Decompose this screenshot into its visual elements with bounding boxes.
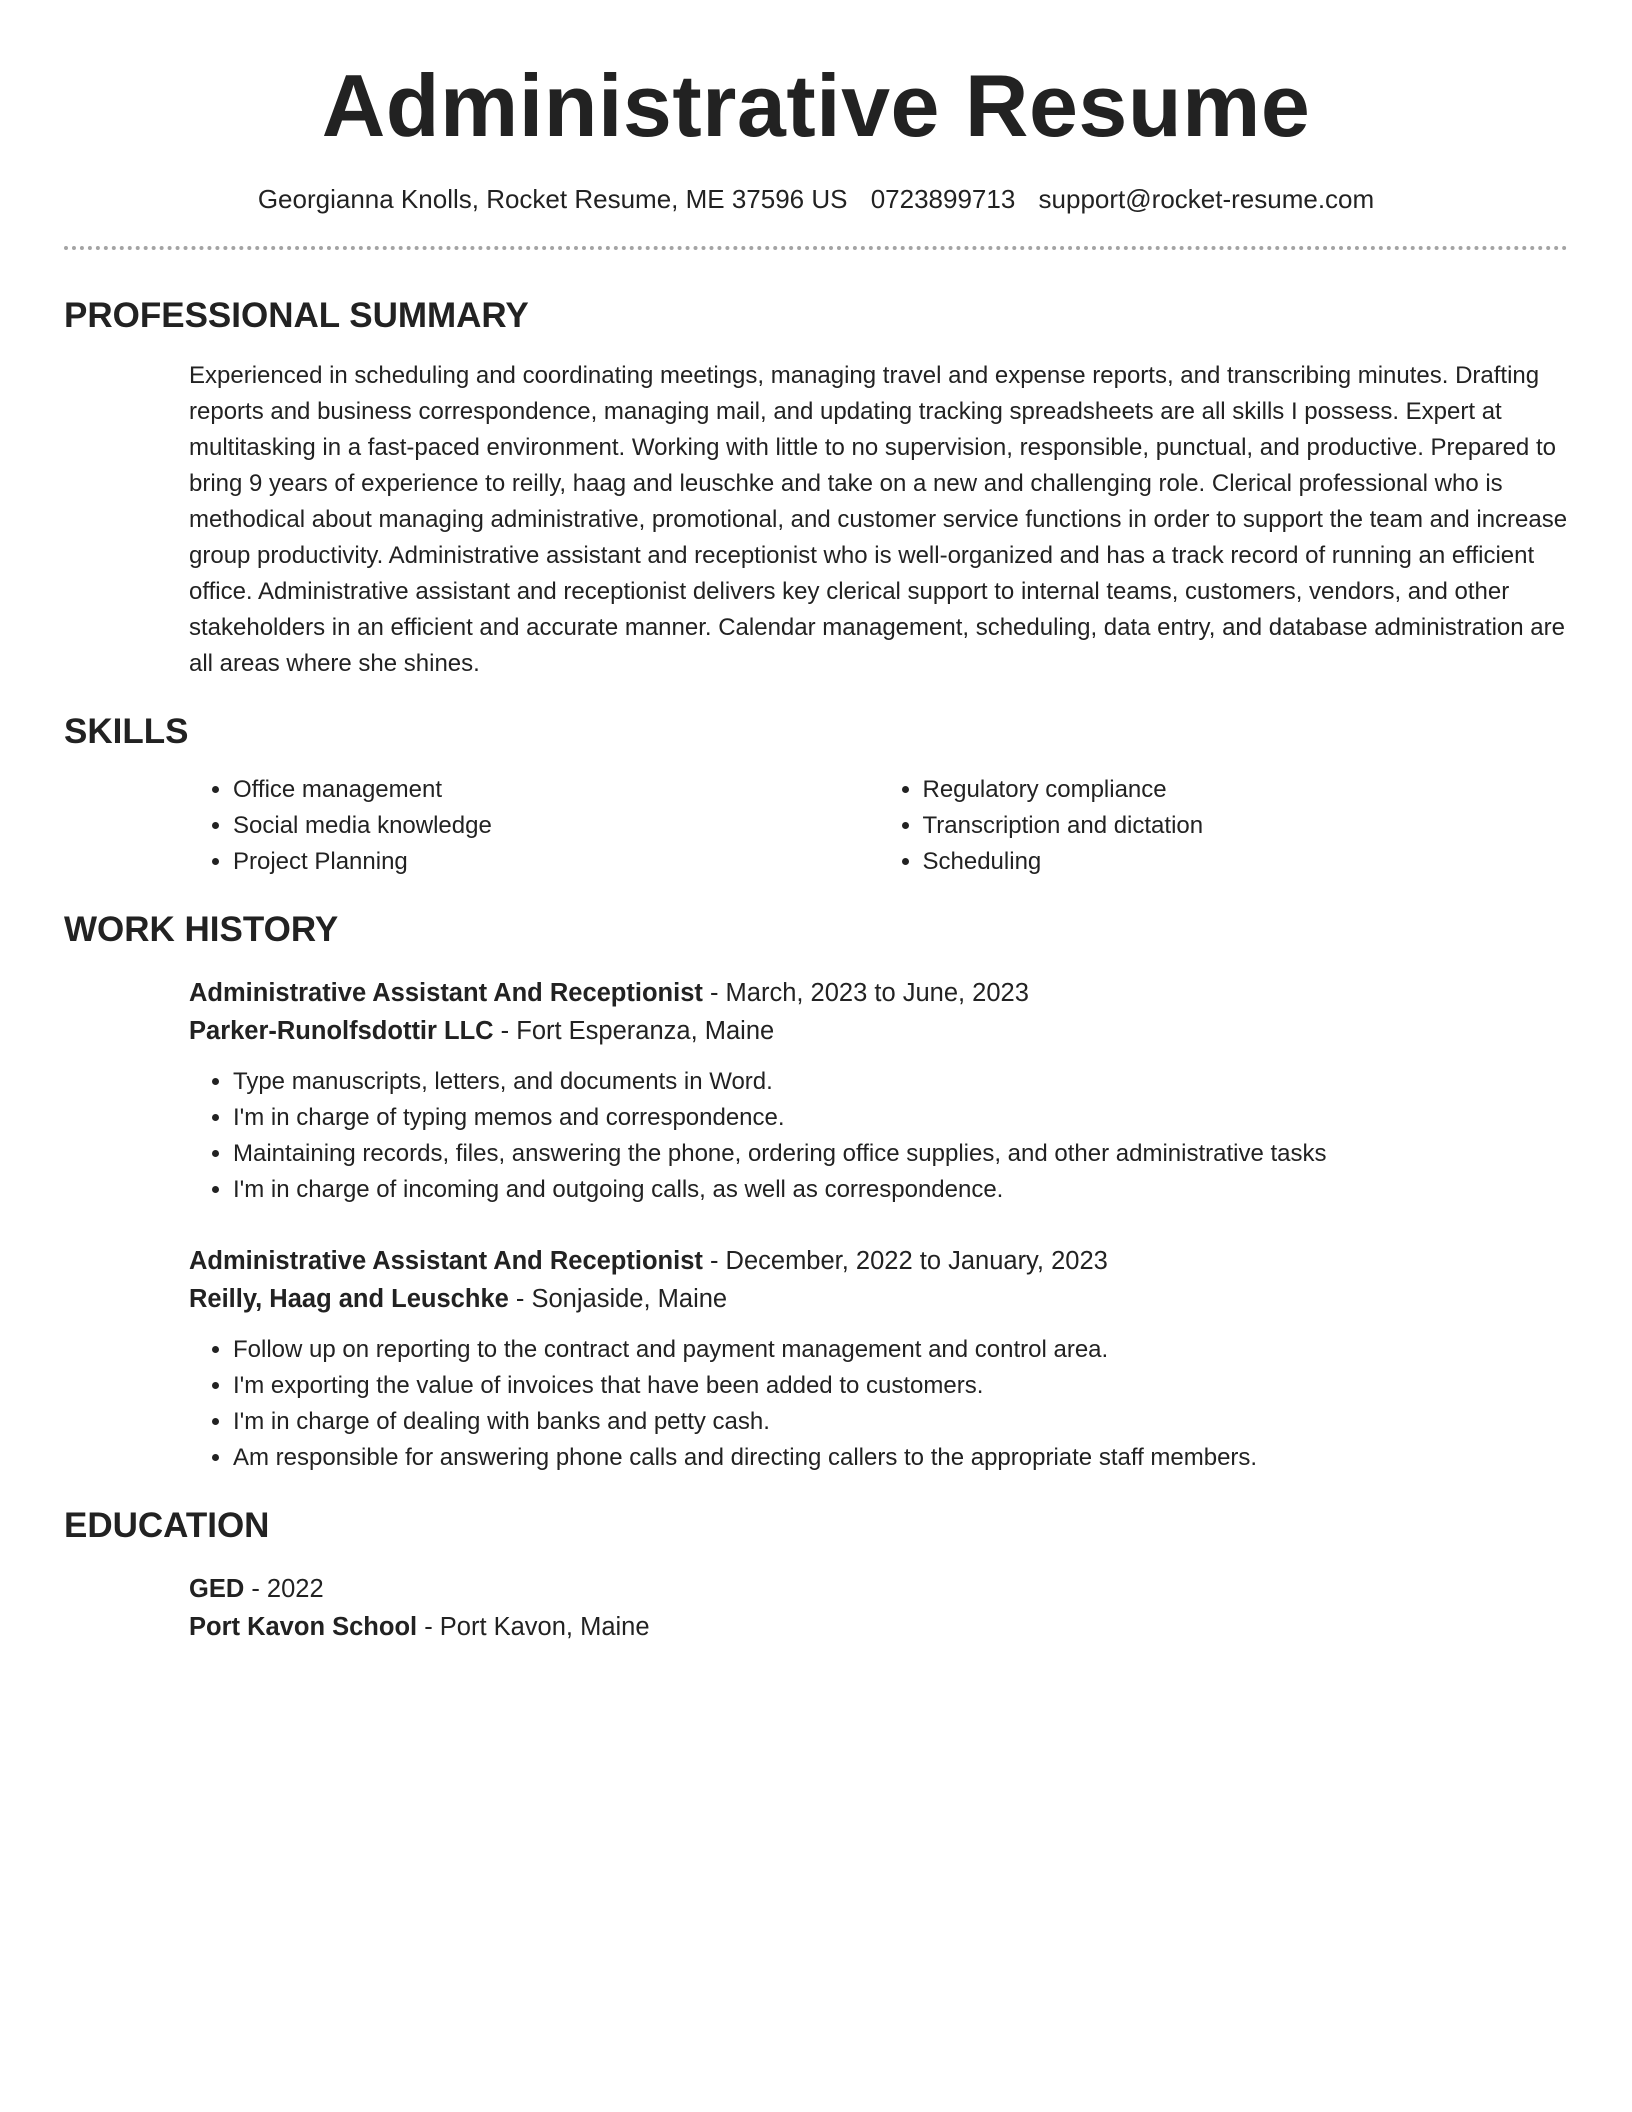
job-title: Administrative Assistant And Receptionist	[189, 979, 703, 1007]
skills-list-right	[879, 772, 1569, 880]
job-duties-list	[189, 1064, 1568, 1208]
education-location: - Port Kavon, Maine	[417, 1613, 650, 1641]
education-school-line	[189, 1608, 1568, 1646]
education-school: Port Kavon School	[189, 1613, 418, 1641]
job-entry	[189, 974, 1568, 1208]
job-title-line	[189, 974, 1568, 1012]
contact-phone: 0723899713	[870, 184, 1016, 214]
job-entry	[189, 1242, 1568, 1476]
summary-text: Experienced in scheduling and coordinating meetings, managing travel and expense reports, and transcribing minutes. Drafting reports and business correspondence, managing mail, and updating tracking spreadsheets are all skills I possess. Expert at multitasking in a fast-paced environment. Working with little to no supervision, responsible, punctual, and productive. Prepared to bring 9 years of experience to reilly, haag and leuschke and take on a new and challenging role. Clerical professional who is methodical about managing administrative, promotional, and customer service functions in order to support the team and increase group productivity. Administrative assistant and receptionist who is well-organized and has a track record of running an efficient office. Administrative assistant and receptionist delivers key clerical support to internal teams, customers, vendors, and other stakeholders in an efficient and accurate manner. Calendar management, scheduling, data entry, and database administration are all areas where she shines.	[189, 362, 1568, 677]
education-section	[64, 1570, 1568, 1646]
job-duty: • Follow up on reporting to the contract and payment management and control area.	[233, 1332, 1568, 1368]
job-duty: • Am responsible for answering phone calls and directing callers to the appropriate staff members.	[233, 1440, 1568, 1476]
job-duty: • Maintaining records, files, answering the phone, ordering office supplies, and other administrative tasks	[233, 1136, 1568, 1172]
job-dates: - December, 2022 to January, 2023	[702, 1247, 1108, 1275]
education-heading: EDUCATION	[64, 1506, 270, 1545]
skill-item: • Scheduling	[923, 844, 1569, 880]
job-duty: • Type manuscripts, letters, and documents in Word.	[233, 1064, 1568, 1100]
job-location: - Sonjaside, Maine	[508, 1285, 728, 1313]
skill-item: • Transcription and dictation	[923, 808, 1569, 844]
skills-heading: SKILLS	[64, 712, 189, 751]
skill-item: • Office management	[233, 772, 879, 808]
contact-address: Georgianna Knolls, Rocket Resume, ME 37596 US	[257, 184, 848, 214]
summary-section	[64, 358, 1568, 682]
job-duties-list	[189, 1332, 1568, 1476]
contact-email: support@rocket-resume.com	[1038, 184, 1375, 214]
summary-heading: PROFESSIONAL SUMMARY	[64, 296, 529, 335]
job-location: - Fort Esperanza, Maine	[493, 1017, 775, 1045]
education-degree-line	[189, 1570, 1568, 1608]
job-title: Administrative Assistant And Receptionist	[189, 1247, 703, 1275]
job-company: Reilly, Haag and Leuschke	[189, 1285, 509, 1313]
skills-list-left	[189, 772, 879, 880]
skills-section	[64, 772, 1568, 880]
job-duty: • I'm in charge of incoming and outgoing calls, as well as correspondence.	[233, 1172, 1568, 1208]
job-duty: • I'm in charge of dealing with banks and petty cash.	[233, 1404, 1568, 1440]
job-duty: • I'm in charge of typing memos and correspondence.	[233, 1100, 1568, 1136]
job-company-line	[189, 1012, 1568, 1050]
job-company-line	[189, 1280, 1568, 1318]
job-dates: - March, 2023 to June, 2023	[702, 979, 1029, 1007]
work-history-section	[64, 974, 1568, 1476]
page-title: Administrative Resume	[321, 56, 1311, 155]
contact-line	[64, 182, 1568, 216]
skill-item: • Regulatory compliance	[923, 772, 1569, 808]
header-divider	[64, 246, 1568, 250]
education-year: - 2022	[244, 1575, 324, 1603]
education-degree: GED	[189, 1575, 245, 1603]
job-company: Parker-Runolfsdottir LLC	[189, 1017, 494, 1045]
job-duty: • I'm exporting the value of invoices that have been added to customers.	[233, 1368, 1568, 1404]
work-history-heading: WORK HISTORY	[64, 910, 339, 949]
skill-item: • Social media knowledge	[233, 808, 879, 844]
skill-item: • Project Planning	[233, 844, 879, 880]
job-title-line	[189, 1242, 1568, 1280]
